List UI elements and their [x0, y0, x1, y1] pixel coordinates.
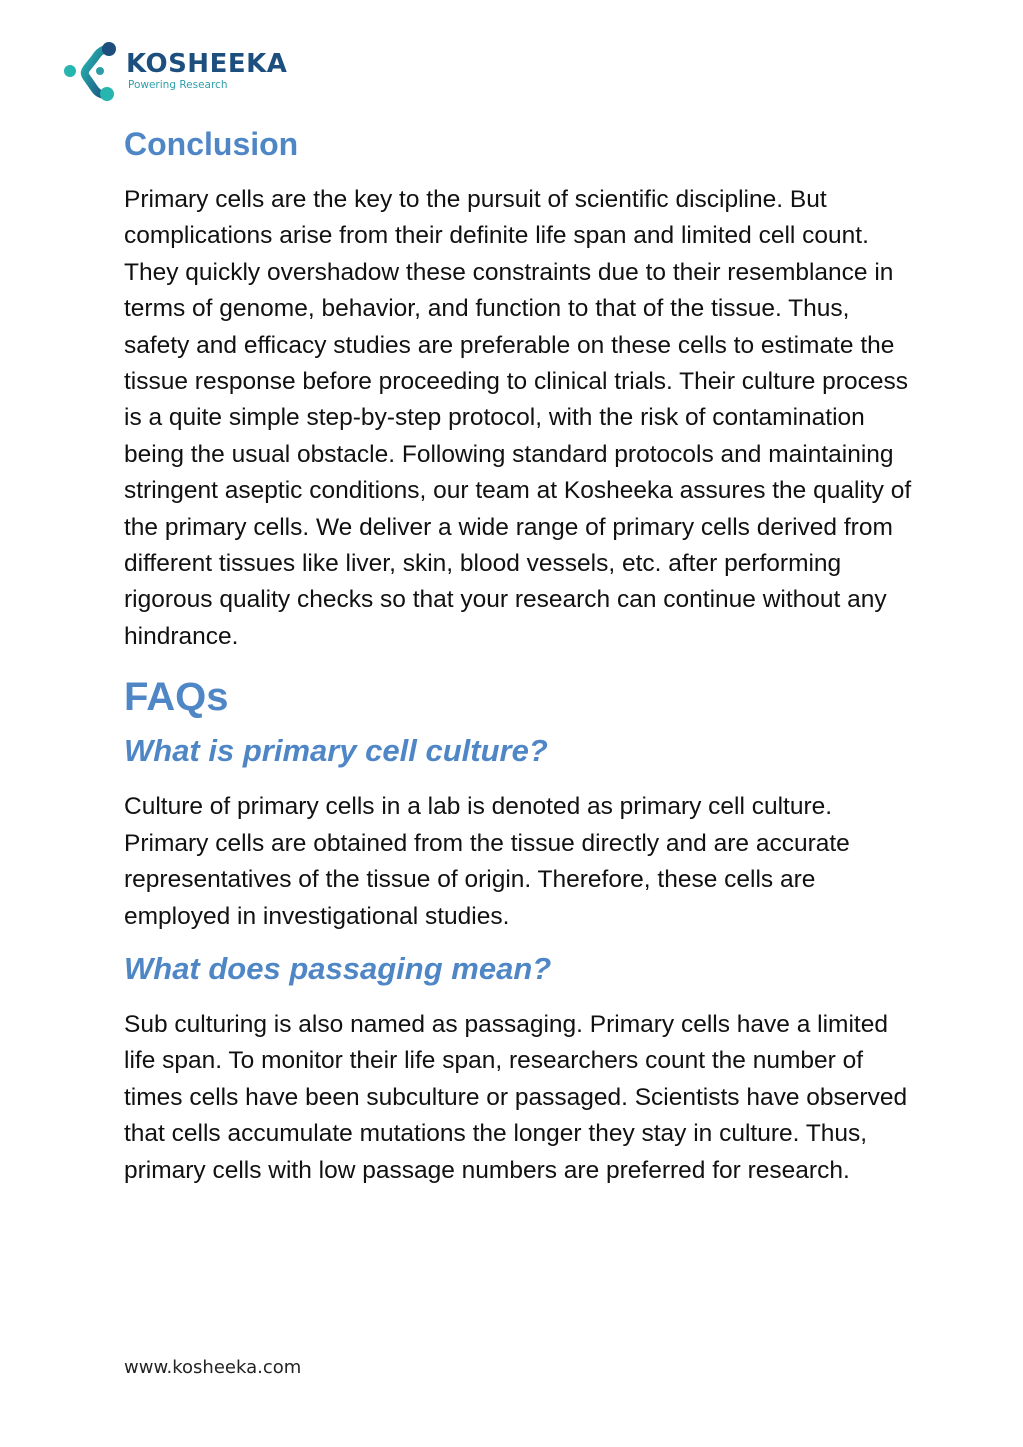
document-content [124, 124, 914, 1203]
faqs-heading: FAQs [124, 675, 229, 720]
kosheeka-logo [62, 40, 287, 102]
faq-question: What is primary cell culture? [124, 733, 548, 769]
faq-answer: Culture of primary cells in a lab is denoted as primary cell culture. Primary cells are obtained from the tissue directly and are accurate representatives of the tissue of origin. Therefore, these cells are employed in investigational studies. [124, 793, 850, 930]
brand-tagline: Powering Research [128, 79, 228, 92]
brand-name: KOSHEEKA [126, 49, 288, 80]
faq-answer: Sub culturing is also named as passaging. Primary cells have a limited life span. To monitor their life span, researchers count the number of times cells have been subculture or passaged. Scientists have observed that cells accumulate mutations the longer they stay in culture. Thus, primary cells with low passage numbers are preferred for research. [124, 1010, 908, 1184]
faq-question: What does passaging mean? [124, 950, 552, 986]
molecule-logo-icon [62, 40, 120, 102]
conclusion-paragraph: Primary cells are the key to the pursuit of scientific discipline. But complications arise from their definite life span and limited cell count. They quickly overshadow these constraints due to their resemblance in terms of genome, behavior, and function to that of the tissue. Thus, safety and efficacy studies are preferable on these cells to estimate the tissue response before proceeding to clinical trials. Their culture process is a quite simple step-by-step protocol, with the risk of contamination being the usual obstacle. Following standard protocols and maintaining stringent aseptic conditions, our team at Kosheeka assures the quality of the primary cells. We deliver a wide range of primary cells derived from different tissues like liver, skin, blood vessels, etc. after performing rigorous quality checks so that your research can continue without any hindrance. [124, 186, 912, 650]
footer-url: www.kosheeka.com [124, 1357, 302, 1378]
conclusion-heading: Conclusion [124, 126, 299, 162]
